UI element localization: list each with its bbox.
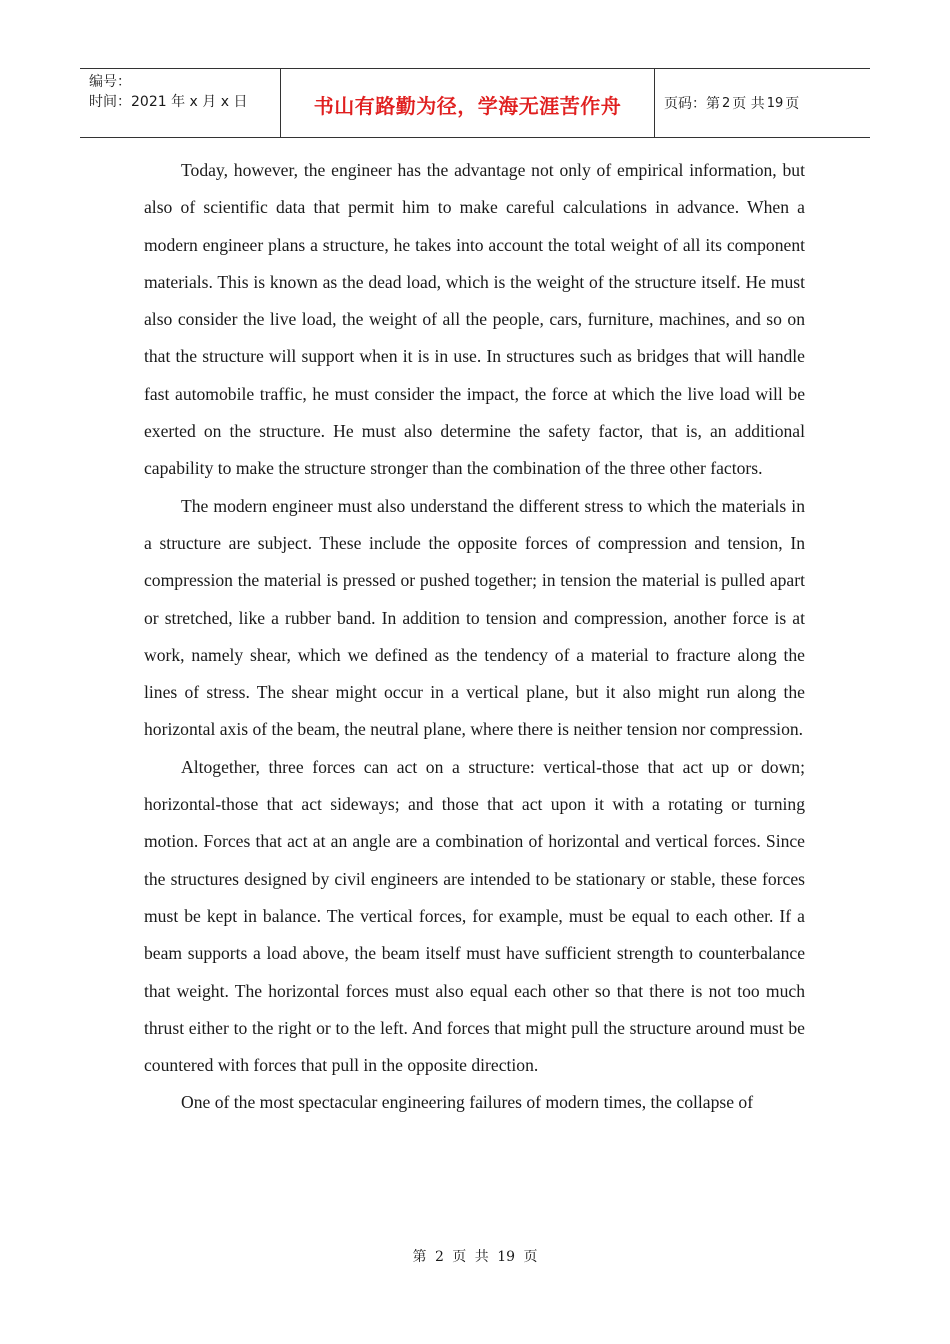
page-prefix: 页码：第 bbox=[664, 96, 720, 112]
page-footer: 第 2 页 共 19 页 bbox=[412, 1249, 538, 1265]
header-meta-cell bbox=[80, 69, 281, 137]
paragraph: One of the most spectacular engineering failures of modern times, the collapse of bbox=[181, 1092, 754, 1113]
paragraph: Altogether, three forces can act on a structure: vertical-those that act up or down; horizontal-those that act sideways; and those that act upon it with a rotating or turning motion. Forces that act at an angle are a combination of horizontal and vertical forces. Since the structures designed by civil engineers are intended to be stationary or stable, these forces must be kept in balance. The vertical forces, for example, must be equal to each other. If a beam supports a load above, the beam itself must have sufficient strength to counterbalance that weight. The horizontal forces must also equal each other so that there is not too much thrust either to the right or to the left. And forces that might pull the structure around must be countered with forces that pull in the opposite direction. bbox=[144, 756, 805, 1076]
page-current: 2 bbox=[722, 95, 731, 111]
page-mid: 页 共 bbox=[732, 96, 765, 112]
page-suffix: 页 bbox=[785, 96, 800, 112]
header-page-cell bbox=[655, 69, 870, 137]
date-label: 时间：2021 年 x 月 x 日 bbox=[89, 94, 248, 110]
document-body bbox=[144, 152, 805, 1122]
header-motto-cell bbox=[281, 69, 655, 137]
motto-text: 书山有路勤为径，学海无涯苦作舟 bbox=[313, 93, 622, 118]
paragraph: The modern engineer must also understand the different stress to which the materials in a structure are subject. These include the opposite forces of compression and tension, In compression the material is pressed or pushed together; in tension the material is pulled apart or stretched, like a rubber band. In addition to tension and compression, another force is at work, namely shear, which we defined as the tendency of a material to fracture along the lines of stress. The shear might occur in a vertical plane, but it also might run along the horizontal axis of the beam, the neutral plane, where there is neither tension nor compression. bbox=[144, 495, 805, 740]
page-total: 19 bbox=[766, 95, 784, 111]
page-header bbox=[80, 68, 870, 138]
serial-number-label: 编号： bbox=[89, 74, 131, 90]
paragraph: Today, however, the engineer has the advantage not only of empirical information, but also of scientific data that permit him to make careful calculations in advance. When a modern engineer plans a structure, he takes into account the total weight of all its component materials. This is known as the dead load, which is the weight of the structure itself. He must also consider the live load, the weight of all the people, cars, furniture, machines, and so on that the structure will support when it is in use. In structures such as bridges that will handle fast automobile traffic, he must consider the impact, the force at which the live load will be exerted on the structure. He must also determine the safety factor, that is, an additional capability to make the structure stronger than the combination of the three other factors. bbox=[144, 160, 805, 479]
